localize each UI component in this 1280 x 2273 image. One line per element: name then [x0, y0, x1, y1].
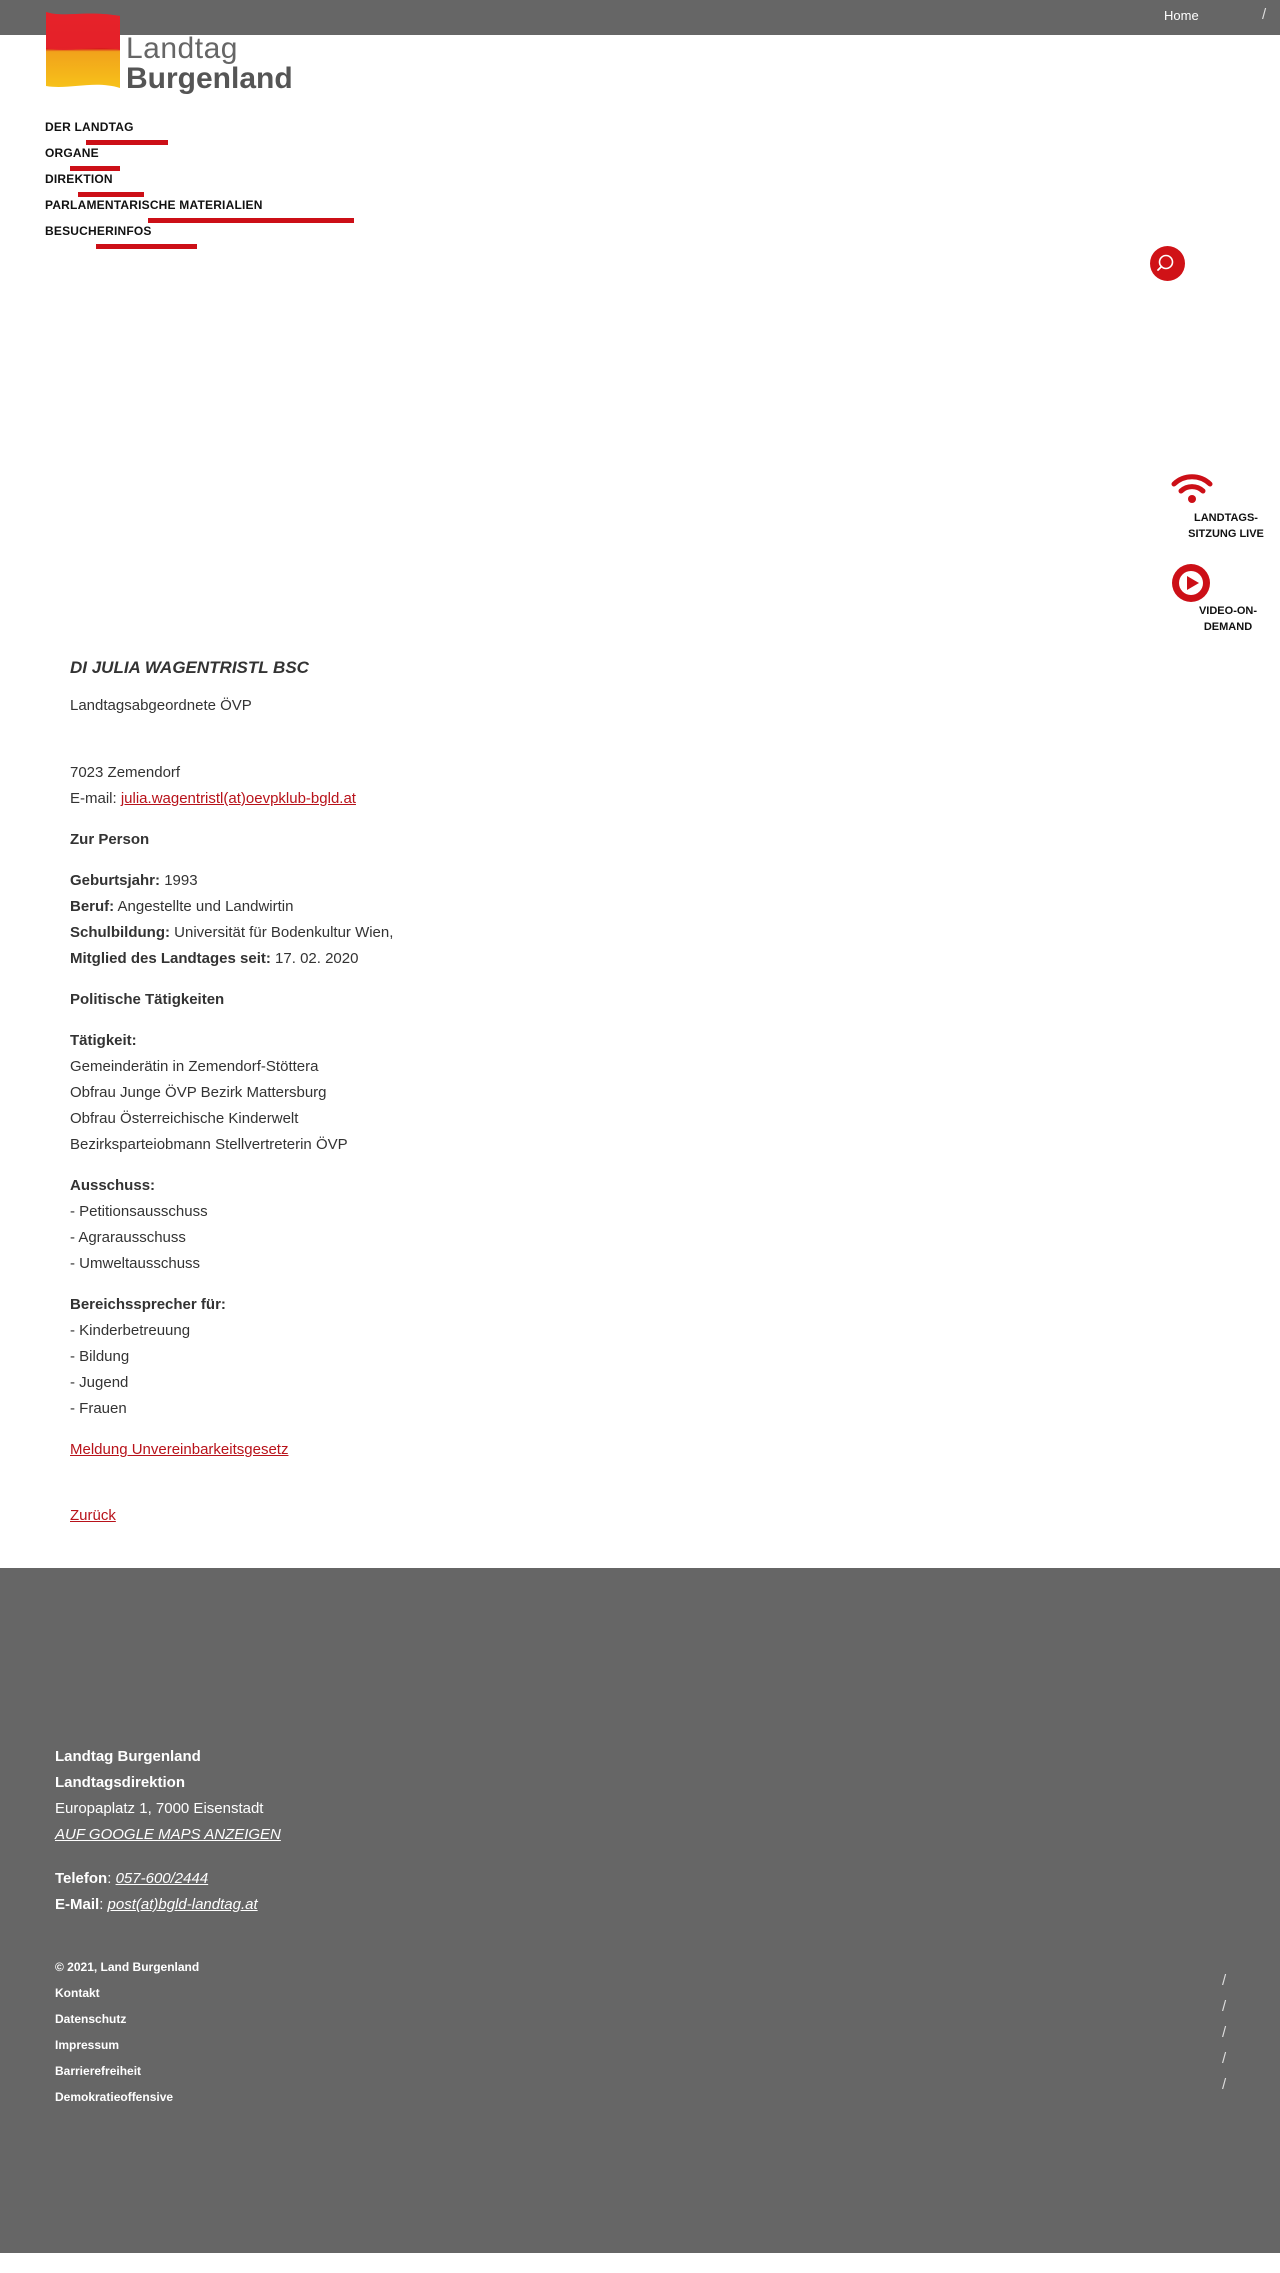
footer-org: Landtag Burgenland	[55, 1748, 201, 1765]
phone-link[interactable]: 057-600/2444	[115, 1870, 209, 1887]
spokesperson-block	[70, 1292, 870, 1422]
bottom-strip	[0, 2253, 1280, 2273]
list-item: - Bildung	[70, 1348, 130, 1365]
job-value: Angestellte und Landwirtin	[117, 898, 294, 915]
contact-block	[70, 760, 870, 812]
school-line	[70, 920, 870, 946]
vod-label-line2: DEMAND	[1203, 621, 1253, 633]
list-item: Gemeinderätin in Zemendorf-Stöttera	[70, 1058, 319, 1075]
incompatibility-link[interactable]: Meldung Unvereinbarkeitsgesetz	[70, 1441, 289, 1458]
footer-email-line: E-Mail: post(at)bgld-landtag.at	[55, 1896, 258, 1913]
footer-street: Europaplatz 1, 7000 Eisenstadt	[55, 1800, 264, 1817]
phone-label: Telefon	[55, 1870, 108, 1887]
member-line	[70, 946, 870, 972]
incompat-wrap	[70, 1437, 870, 1463]
committee-block	[70, 1173, 870, 1277]
nav-label: PARLAMENTARISCHE MATERIALIEN	[45, 198, 263, 212]
member-label: Mitglied des Landtages seit:	[70, 950, 271, 967]
back-link[interactable]: Zurück	[70, 1507, 116, 1524]
footer-phone-line: Telefon: 057-600/2444	[55, 1870, 209, 1887]
member-value: 17. 02. 2020	[275, 950, 359, 967]
footer-email-link[interactable]: post(at)bgld-landtag.at	[107, 1896, 258, 1913]
footer-link-kontakt[interactable]: Kontakt	[55, 1986, 100, 2000]
address: 7023 Zemendorf	[70, 764, 181, 781]
logo-text-landtag: Landtag	[126, 32, 238, 65]
list-item: Obfrau Junge ÖVP Bezirk Mattersburg	[70, 1084, 327, 1101]
birth-line	[70, 868, 870, 894]
live-label-line1: LANDTAGS-	[1194, 512, 1258, 524]
email-link[interactable]: julia.wagentristl(at)oevpklub-bgld.at	[120, 790, 356, 807]
about-heading: Zur Person	[70, 831, 150, 848]
footer-link-demokratieoffensive[interactable]: Demokratieoffensive	[55, 2090, 174, 2104]
footer-separator: /	[1222, 1998, 1227, 2015]
spokesperson-label: Bereichssprecher für:	[70, 1296, 226, 1313]
live-label-line2: SITZUNG LIVE	[1188, 528, 1264, 540]
site-logo[interactable]	[44, 10, 293, 100]
nav-underline	[70, 166, 120, 171]
list-item: - Agrarausschuss	[70, 1229, 186, 1246]
wifi-icon	[1170, 472, 1214, 506]
nav-label: DER LANDTAG	[45, 120, 134, 134]
vod-label-line1: VIDEO-ON-	[1198, 605, 1258, 617]
list-item: - Umweltausschuss	[70, 1255, 201, 1272]
copyright: © 2021, Land Burgenland	[55, 1960, 200, 1974]
footer-dept: Landtagsdirektion	[55, 1774, 186, 1791]
footer-link-datenschutz[interactable]: Datenschutz	[55, 2012, 127, 2026]
list-item: - Jugend	[70, 1374, 129, 1391]
activity-label: Tätigkeit:	[70, 1032, 137, 1049]
nav-der-landtag[interactable]	[45, 120, 263, 146]
nav-label: BESUCHERINFOS	[45, 224, 152, 238]
list-item: - Frauen	[70, 1400, 127, 1417]
play-icon	[1171, 563, 1211, 603]
email-line	[70, 786, 870, 812]
list-item: - Petitionsausschuss	[70, 1203, 208, 1220]
list-item: - Kinderbetreuung	[70, 1322, 191, 1339]
footer-separator: /	[1222, 2050, 1227, 2067]
site-footer	[0, 1568, 1280, 2253]
politics-heading: Politische Tätigkeiten	[70, 991, 225, 1008]
home-link[interactable]: Home	[1164, 8, 1199, 23]
main-content	[70, 655, 870, 1529]
main-nav	[45, 120, 263, 250]
nav-underline	[148, 218, 354, 223]
birth-value: 1993	[164, 872, 198, 889]
footer-separator: /	[1222, 2024, 1227, 2041]
nav-underline	[78, 192, 144, 197]
footer-contact	[55, 1866, 258, 1918]
footer-separator: /	[1222, 2076, 1227, 2093]
job-label: Beruf:	[70, 898, 115, 915]
footer-link-barrierefreiheit[interactable]: Barrierefreiheit	[55, 2064, 142, 2078]
search-button[interactable]	[1150, 246, 1185, 281]
footer-separators	[1222, 1968, 1226, 2098]
activities-block	[70, 1028, 870, 1158]
vod-label	[1192, 603, 1264, 635]
person-name: DI JULIA WAGENTRISTL BSC	[70, 658, 309, 677]
google-maps-link[interactable]: AUF GOOGLE MAPS ANZEIGEN	[55, 1826, 281, 1843]
nav-parlamentarische-materialien[interactable]	[45, 198, 263, 224]
school-value: Universität für Bodenkultur Wien,	[174, 924, 394, 941]
footer-email-label: E-Mail	[55, 1896, 100, 1913]
logo-text-burgenland: Burgenland	[126, 62, 293, 95]
nav-label: DIREKTION	[45, 172, 113, 186]
breadcrumb-separator: /	[1262, 6, 1267, 23]
back-wrap	[70, 1503, 870, 1529]
search-icon	[1150, 246, 1185, 281]
list-item: Obfrau Österreichische Kinderwelt	[70, 1110, 299, 1127]
nav-direktion[interactable]	[45, 172, 263, 198]
nav-besucherinfos[interactable]	[45, 224, 263, 250]
birth-label: Geburtsjahr:	[70, 872, 161, 889]
live-session-label	[1168, 510, 1280, 542]
footer-separator: /	[1222, 1972, 1227, 1989]
nav-underline	[96, 244, 197, 249]
job-line	[70, 894, 870, 920]
person-role: Landtagsabgeordnete ÖVP	[70, 697, 252, 714]
committee-label: Ausschuss:	[70, 1177, 156, 1194]
flag-icon	[44, 10, 122, 90]
footer-links	[55, 1954, 199, 2110]
footer-address	[55, 1744, 281, 1848]
personal-info	[70, 868, 870, 972]
school-label: Schulbildung:	[70, 924, 170, 941]
list-item: Bezirksparteiobmann Stellvertreterin ÖVP	[70, 1136, 348, 1153]
footer-link-impressum[interactable]: Impressum	[55, 2038, 120, 2052]
nav-organe[interactable]	[45, 146, 263, 172]
nav-underline	[86, 140, 168, 145]
email-label: E-mail:	[70, 790, 117, 807]
nav-label: ORGANE	[45, 146, 99, 160]
